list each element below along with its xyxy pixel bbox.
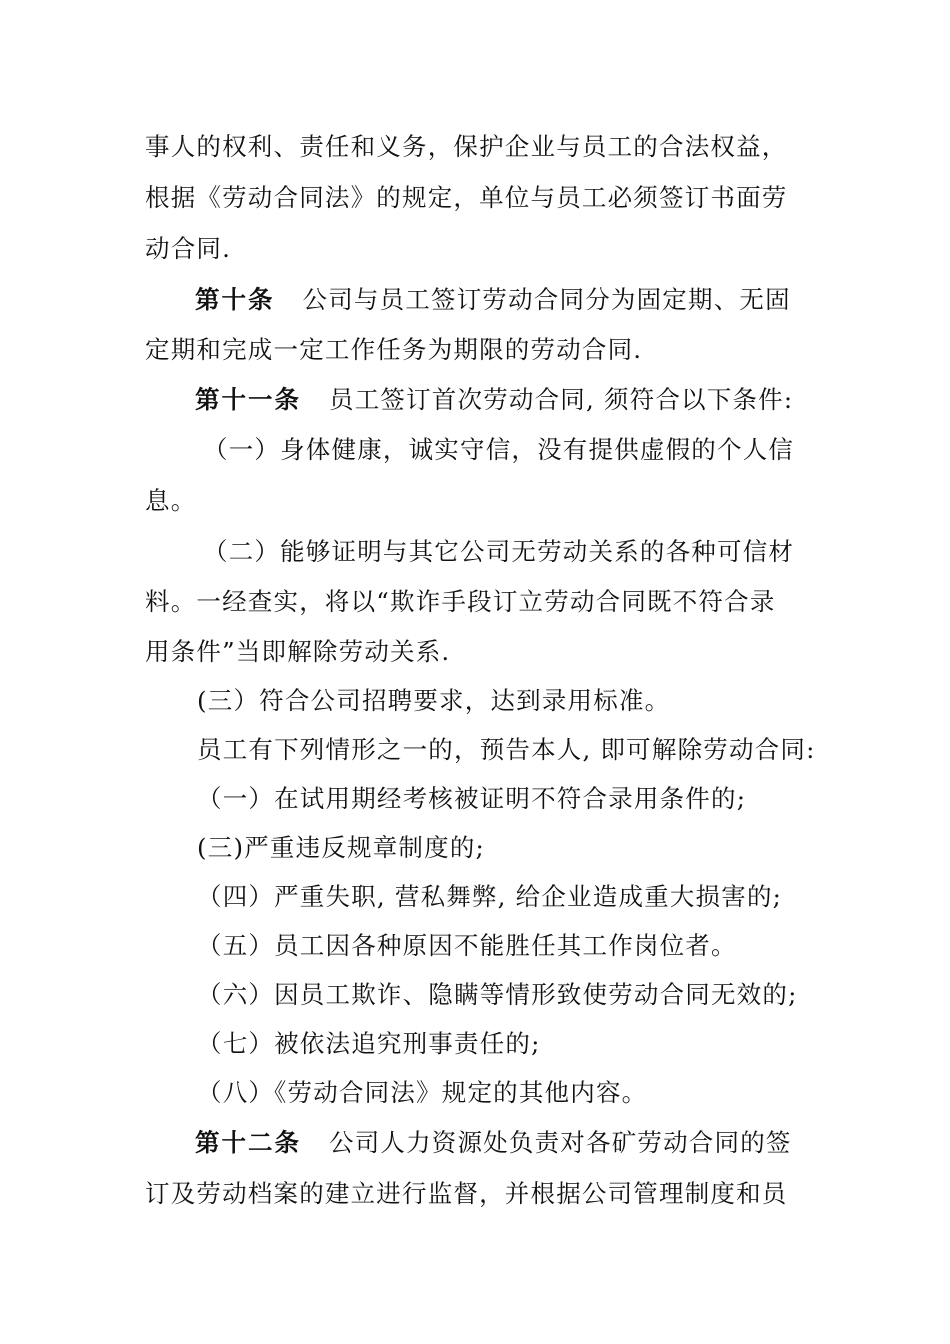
- line-text: （二）能够证明与其它公司无劳动关系的各种可信材: [203, 537, 795, 566]
- text-line: [197, 784, 867, 814]
- line-text: 公司与员工签订劳动合同分为固定期、无固: [302, 285, 791, 314]
- text-line: [197, 686, 867, 716]
- text-line: [197, 931, 867, 961]
- line-text: (三)严重违反规章制度的;: [197, 833, 485, 862]
- article-12-heading: 第十二条: [195, 1128, 301, 1157]
- line-text: （六）因员工欺诈、隐瞒等情形致使劳动合同无效的;: [197, 980, 798, 1009]
- text-line: [203, 435, 873, 465]
- line-text: （四）严重失职, 营私舞弊, 给企业造成重大损害的;: [197, 882, 783, 911]
- line-text: 动合同.: [145, 234, 232, 263]
- text-line: [197, 735, 867, 765]
- text-line: [145, 637, 815, 667]
- line-text: （七）被依法追究刑事责任的;: [197, 1029, 541, 1058]
- line-text: 员工有下列情形之一的，预告本人, 即可解除劳动合同:: [197, 735, 816, 764]
- text-line: [145, 183, 815, 213]
- line-text: 公司人力资源处负责对各矿劳动合同的签: [329, 1128, 792, 1157]
- text-line: [197, 833, 867, 863]
- line-text: 订及劳动档案的建立进行监督，并根据公司管理制度和员: [145, 1179, 788, 1208]
- text-line: [145, 132, 815, 162]
- article-10-line: [195, 285, 865, 315]
- text-line: [197, 1078, 867, 1108]
- article-11-heading: 第十一条: [195, 385, 301, 414]
- text-line: [145, 335, 815, 365]
- line-text: （一）在试用期经考核被证明不符合录用条件的;: [197, 784, 747, 813]
- line-text: 根据《劳动合同法》的规定，单位与员工必须签订书面劳: [145, 183, 788, 212]
- article-10-heading: 第十条: [195, 285, 275, 314]
- text-line: [145, 587, 815, 617]
- article-12-line: [195, 1128, 865, 1158]
- line-text: 息。: [145, 486, 197, 515]
- text-line: [145, 234, 815, 264]
- text-line: [145, 486, 815, 516]
- article-11-line: [195, 385, 865, 415]
- text-line: [197, 980, 867, 1010]
- text-line: [145, 1179, 815, 1209]
- text-line: [197, 1029, 867, 1059]
- line-text: 员工签订首次劳动合同, 须符合以下条件:: [329, 385, 794, 414]
- line-text: 料。一经查实，将以“欺诈手段订立劳动合同既不符合录: [145, 587, 776, 616]
- line-text: 事人的权利、责任和义务，保护企业与员工的合法权益，: [145, 132, 788, 161]
- line-text: （八）《劳动合同法》规定的其他内容。: [197, 1078, 648, 1107]
- line-text: 用条件”当即解除劳动关系.: [145, 637, 451, 666]
- text-line: [197, 882, 867, 912]
- text-line: [203, 537, 873, 567]
- line-text: (三）符合公司招聘要求，达到录用标准。: [197, 686, 671, 715]
- line-text: 定期和完成一定工作任务为期限的劳动合同.: [145, 335, 643, 364]
- line-text: （一）身体健康，诚实守信，没有提供虚假的个人信: [203, 435, 795, 464]
- line-text: （五）员工因各种原因不能胜任其工作岗位者。: [197, 931, 737, 960]
